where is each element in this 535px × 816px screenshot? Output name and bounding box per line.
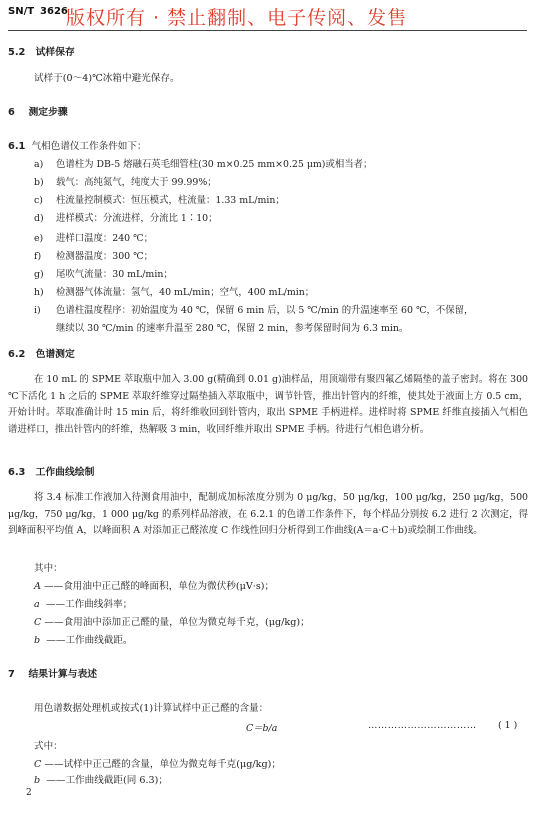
item-text: 载气：高纯氮气，纯度大于 99.99%； [56,177,217,188]
section-7-text: 用色谱数据处理机或按式(1)计算试样中正己醛的含量： [34,703,269,714]
item-text: 进样口温度：240 ℃； [56,233,153,244]
definition-row [34,616,310,630]
section-title: 结果计算与表述 [28,669,98,680]
item-text: 检测器气体流量：氢气，40 mL/min；空气，400 mL/min； [56,287,315,298]
item-label: c) [34,195,43,206]
section-number: 6 [8,107,15,118]
item-label: h) [34,287,44,298]
item-label: b) [34,177,44,188]
symbol: a [34,599,40,610]
equation-leader-dots: …………………………… [368,720,477,731]
section-title: 色谱测定 [35,349,75,360]
page-header [8,6,68,17]
watermark: 版权所有 · 禁止翻制、电子传阅、发售 [66,7,408,29]
definition-row [34,634,133,648]
item-label: i) [34,305,41,316]
section-6-3-heading [8,466,94,480]
section-number: 6.1 [8,141,26,152]
list-item-continuation: 继续以 30 ℃/min 的速率升温至 280 ℃，保留 2 min，参考保留时间为 6.3 min。 [56,323,409,334]
list-item [34,176,217,190]
section-6-2-paragraph: 在 10 mL 的 SPME 萃取瓶中加入 3.00 g(精确到 0.01 g)油样品，用顶端带有聚四氟乙烯隔垫的盖子密封。将在 300 ℃下活化 1 h 之后的 SPME 萃取纤维穿过隔垫插入萃取瓶中，调节针管，推出针管内的纤维，使其处于液面上方 0.5 cm，开始计时。萃取准确计时 15 min 后，将纤维收回到针管内，取出 SPME 手柄进样。进样时将 SPME 纤维直接插入气相色谱进样口，推出针管内的纤维，热解吸 3 min，收回纤维并取出 SPME 手柄。待进行气相色谱分析。 [8,374,528,435]
list-item [34,268,173,282]
equation: C＝b/a [246,723,278,734]
list-item [34,286,314,300]
section-6-1-intro [8,140,147,154]
item-text: 色谱柱温度程序：初始温度为 40 ℃，保留 6 min 后，以 5 ℃/min 的升温速率至 60 ℃，不保留， [56,305,474,316]
list-item [34,158,372,172]
item-text: 检测器温度：300 ℃； [56,251,153,262]
list-item [34,250,153,264]
standard-code: 3626 [40,6,68,17]
definition-row [34,598,132,612]
item-label: a) [34,159,44,170]
definition-text: ——工作曲线斜率； [45,599,133,610]
definition-text: ——食用油中正己醛的峰面积，单位为微伏秒(μV·s)； [44,581,275,592]
header-rule [8,30,527,31]
symbol: b [34,775,41,786]
section-5-2-text: 试样于(0～4)℃冰箱中避光保存。 [34,73,180,84]
section-number: 5.2 [8,47,26,58]
symbol: C [34,759,42,770]
section-5-2-heading [8,46,75,60]
list-item [34,194,285,208]
item-label: d) [34,213,44,224]
section-6-3-paragraph: 将 3.4 标准工作液加入待测食用油中，配制成加标浓度分别为 0 μg/kg，50 μg/kg，100 μg/kg，250 μg/kg，500 μg/kg，750 μg/kg，1 000 μg/kg 的系列样品溶液，在 6.2.1 的色谱工作条件下，每个样品分别按 6.2 进行 2 次测定，得到峰面积平均值 A，以峰面积 A 对添加正己醛浓度 C 作线性回归分析得到工作曲线(A＝a·C＋b)或绘制工作曲线。 [8,492,528,536]
definition-row [34,774,168,788]
where-label: 式中： [34,741,63,752]
item-label: e) [34,233,44,244]
definition-text: ——食用油中添加正己醛的量，单位为微克每千克，(μg/kg)； [44,617,310,628]
item-label: g) [34,269,44,280]
section-6-2-heading [8,348,75,362]
section-title: 工作曲线绘制 [35,467,95,478]
standard-prefix: SN/T [8,6,35,17]
item-text: 进样模式：分流进样，分流比 1∶10； [56,213,218,224]
symbol: A [34,581,41,592]
definition-text: ——试样中正己醛的含量，单位为微克每千克(μg/kg)； [44,759,281,770]
list-item [34,212,218,226]
page-number: 2 [26,788,32,798]
section-6-heading [8,106,68,120]
symbol: b [34,635,41,646]
item-text: 柱流量控制模式：恒压模式，柱流量：1.33 mL/min； [56,195,285,206]
symbol: C [34,617,42,628]
list-item [34,232,153,246]
section-number: 6.2 [8,349,26,360]
item-text: 色谱柱为 DB-5 熔融石英毛细管柱(30 m×0.25 mm×0.25 μm)或相当者； [56,159,373,170]
section-number: 7 [8,669,15,680]
section-title: 试样保存 [35,47,75,58]
definition-text: ——工作曲线截距。 [46,635,133,646]
section-7-heading [8,668,97,682]
section-text: 气相色谱仪工作条件如下： [31,141,147,152]
list-item [34,304,473,318]
definition-text: ——工作曲线截距(同 6.3)； [46,775,168,786]
section-title: 测定步骤 [28,107,68,118]
section-number: 6.3 [8,467,26,478]
item-text: 尾吹气流量：30 mL/min； [56,269,173,280]
item-label: f) [34,251,42,262]
definition-row [34,758,281,772]
equation-number: ( 1 ) [498,720,518,731]
definition-row [34,580,274,594]
where-label: 其中： [34,563,63,574]
